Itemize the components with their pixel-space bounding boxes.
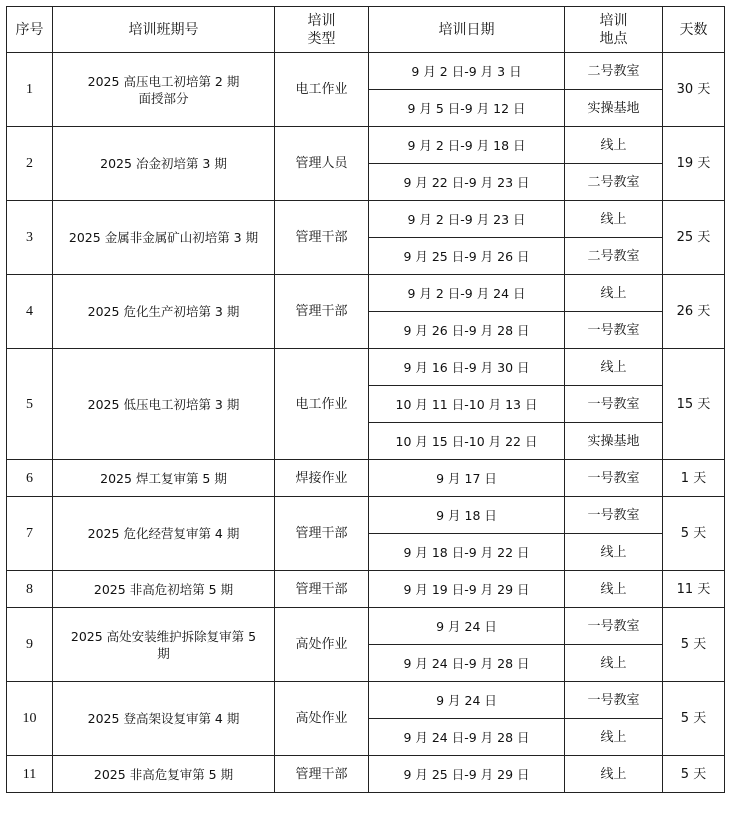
cell-training-location: 线上 (565, 571, 663, 608)
cell-days: 5 天 (663, 497, 725, 571)
class-name-line1: 2025 冶金初培第 3 期 (100, 156, 227, 171)
cell-class-name (53, 682, 275, 756)
cell-training-type: 管理干部 (275, 275, 369, 349)
cell-training-location: 线上 (565, 127, 663, 164)
cell-training-date: 9 月 24 日-9 月 28 日 (369, 719, 565, 756)
cell-days: 5 天 (663, 608, 725, 682)
cell-training-date: 9 月 24 日 (369, 682, 565, 719)
cell-training-type: 焊接作业 (275, 460, 369, 497)
cell-training-location: 线上 (565, 645, 663, 682)
cell-seq: 7 (7, 497, 53, 571)
cell-training-date: 9 月 5 日-9 月 12 日 (369, 90, 565, 127)
class-name-line2: 面授部分 (138, 90, 189, 106)
cell-training-type: 管理干部 (275, 497, 369, 571)
cell-training-location: 线上 (565, 719, 663, 756)
cell-training-date: 9 月 2 日-9 月 18 日 (369, 127, 565, 164)
table-row (7, 497, 725, 534)
cell-training-date: 10 月 11 日-10 月 13 日 (369, 386, 565, 423)
cell-training-type: 电工作业 (275, 53, 369, 127)
cell-training-date: 9 月 18 日-9 月 22 日 (369, 534, 565, 571)
cell-class-name (53, 608, 275, 682)
table-row (7, 756, 725, 793)
cell-class-name (53, 460, 275, 497)
cell-seq: 5 (7, 349, 53, 460)
header-type-line1: 培训 (307, 12, 336, 29)
table-body (7, 53, 725, 793)
cell-training-location: 二号教室 (565, 53, 663, 90)
table-row (7, 53, 725, 90)
class-name-line1: 2025 非高危复审第 5 期 (93, 766, 234, 782)
table-row (7, 127, 725, 164)
cell-seq: 9 (7, 608, 53, 682)
header-date: 培训日期 (369, 7, 565, 53)
cell-training-date: 9 月 18 日 (369, 497, 565, 534)
cell-training-type: 高处作业 (275, 608, 369, 682)
cell-seq: 3 (7, 201, 53, 275)
cell-training-location: 线上 (565, 201, 663, 238)
cell-training-location: 一号教室 (565, 386, 663, 423)
cell-days: 5 天 (663, 756, 725, 793)
cell-training-date: 9 月 25 日-9 月 29 日 (369, 756, 565, 793)
cell-training-location: 线上 (565, 349, 663, 386)
header-type (275, 7, 369, 53)
cell-training-type: 管理干部 (275, 571, 369, 608)
class-name-line1: 2025 高处安装维护拆除复审第 5 (70, 628, 257, 644)
cell-training-location: 实操基地 (565, 423, 663, 460)
cell-days: 26 天 (663, 275, 725, 349)
cell-training-date: 9 月 24 日-9 月 28 日 (369, 645, 565, 682)
cell-class-name (53, 497, 275, 571)
cell-training-location: 线上 (565, 275, 663, 312)
cell-training-location: 一号教室 (565, 312, 663, 349)
table-row (7, 201, 725, 238)
cell-training-date: 9 月 26 日-9 月 28 日 (369, 312, 565, 349)
table-row (7, 608, 725, 645)
class-name-line1: 2025 非高危初培第 5 期 (93, 581, 234, 597)
cell-training-date: 9 月 24 日 (369, 608, 565, 645)
cell-training-date: 9 月 2 日-9 月 24 日 (369, 275, 565, 312)
cell-days: 5 天 (663, 682, 725, 756)
cell-training-date: 9 月 22 日-9 月 23 日 (369, 164, 565, 201)
table-row (7, 460, 725, 497)
class-name-line1: 2025 危化经营复审第 4 期 (87, 526, 240, 541)
cell-training-location: 一号教室 (565, 497, 663, 534)
cell-seq: 6 (7, 460, 53, 497)
table-row (7, 349, 725, 386)
cell-seq: 10 (7, 682, 53, 756)
cell-training-location: 二号教室 (565, 238, 663, 275)
cell-training-date: 9 月 16 日-9 月 30 日 (369, 349, 565, 386)
cell-seq: 11 (7, 756, 53, 793)
cell-training-location: 二号教室 (565, 164, 663, 201)
cell-days: 25 天 (663, 201, 725, 275)
header-row (7, 7, 725, 53)
cell-training-type: 高处作业 (275, 682, 369, 756)
cell-class-name (53, 201, 275, 275)
cell-days: 11 天 (663, 571, 725, 608)
cell-seq: 1 (7, 53, 53, 127)
class-name-line2: 期 (157, 645, 170, 661)
cell-training-type: 管理干部 (275, 201, 369, 275)
cell-training-location: 线上 (565, 756, 663, 793)
header-location (565, 7, 663, 53)
cell-training-date: 9 月 25 日-9 月 26 日 (369, 238, 565, 275)
class-name-line1: 2025 高压电工初培第 2 期 (87, 73, 240, 89)
cell-class-name (53, 571, 275, 608)
table-row (7, 275, 725, 312)
cell-class-name (53, 127, 275, 201)
class-name-line1: 2025 焊工复审第 5 期 (100, 470, 227, 486)
cell-training-date: 9 月 2 日-9 月 23 日 (369, 201, 565, 238)
cell-training-location: 一号教室 (565, 682, 663, 719)
cell-class-name (53, 349, 275, 460)
cell-training-date: 10 月 15 日-10 月 22 日 (369, 423, 565, 460)
cell-training-date: 9 月 2 日-9 月 3 日 (369, 53, 565, 90)
cell-class-name (53, 53, 275, 127)
header-class-no: 培训班期号 (53, 7, 275, 53)
cell-seq: 4 (7, 275, 53, 349)
cell-class-name (53, 275, 275, 349)
class-name-line1: 2025 金属非金属矿山初培第 3 期 (68, 230, 259, 245)
table-row (7, 682, 725, 719)
header-type-line2: 类型 (307, 30, 336, 47)
cell-seq: 8 (7, 571, 53, 608)
cell-days: 30 天 (663, 53, 725, 127)
cell-training-location: 一号教室 (565, 460, 663, 497)
header-location-line2: 地点 (599, 30, 628, 47)
cell-days: 19 天 (663, 127, 725, 201)
header-location-line1: 培训 (599, 12, 628, 29)
cell-training-location: 线上 (565, 534, 663, 571)
header-days: 天数 (663, 7, 725, 53)
training-schedule-table (6, 6, 725, 793)
class-name-line1: 2025 低压电工初培第 3 期 (87, 396, 240, 412)
cell-days: 1 天 (663, 460, 725, 497)
table-row (7, 571, 725, 608)
cell-training-location: 实操基地 (565, 90, 663, 127)
cell-training-location: 一号教室 (565, 608, 663, 645)
cell-training-type: 管理人员 (275, 127, 369, 201)
cell-training-type: 电工作业 (275, 349, 369, 460)
header-seq: 序号 (7, 7, 53, 53)
cell-class-name (53, 756, 275, 793)
class-name-line1: 2025 危化生产初培第 3 期 (87, 304, 240, 319)
class-name-line1: 2025 登高架设复审第 4 期 (87, 711, 240, 726)
cell-training-date: 9 月 19 日-9 月 29 日 (369, 571, 565, 608)
cell-seq: 2 (7, 127, 53, 201)
cell-training-type: 管理干部 (275, 756, 369, 793)
cell-training-date: 9 月 17 日 (369, 460, 565, 497)
cell-days: 15 天 (663, 349, 725, 460)
